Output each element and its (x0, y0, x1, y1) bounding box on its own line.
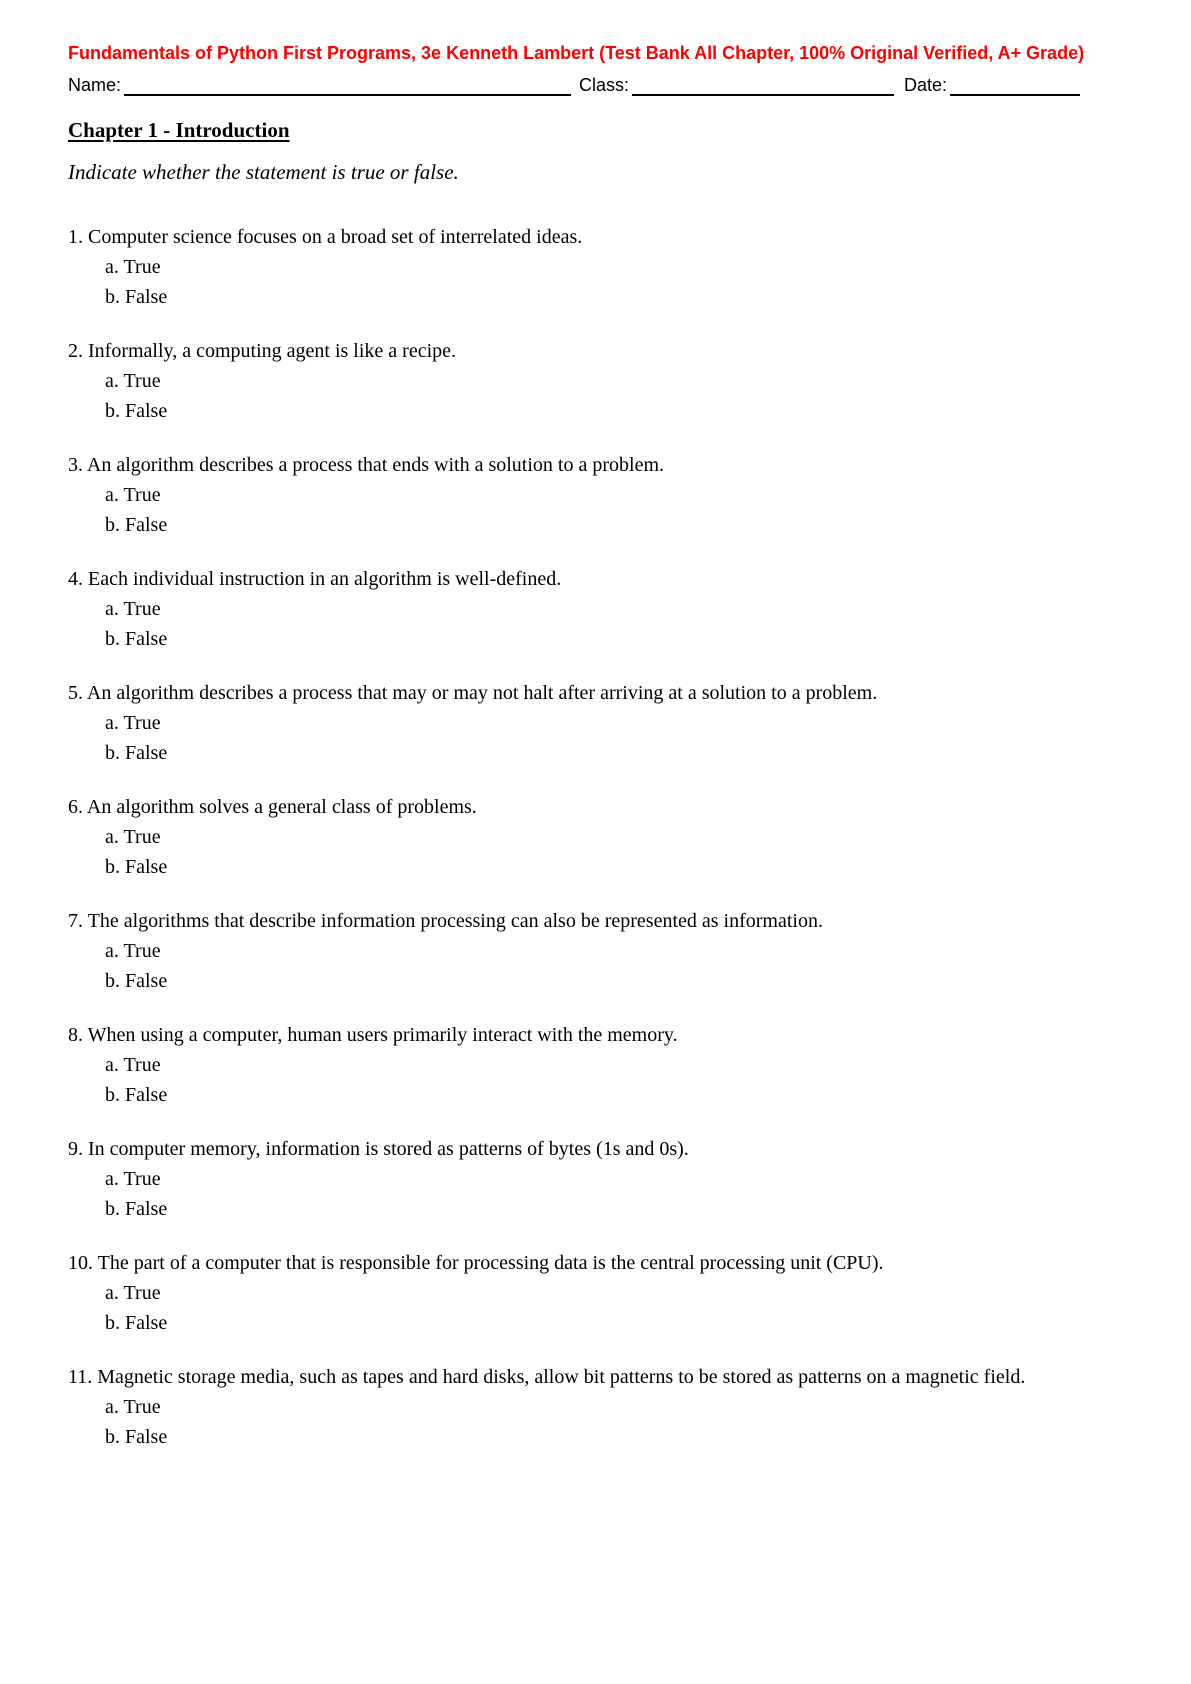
option-false: b. False (105, 286, 168, 308)
question-text: 9. In computer memory, information is stored as patterns of bytes (1s and 0s). (68, 1138, 689, 1160)
question-item (68, 1020, 1131, 1110)
option-true: a. True (105, 940, 161, 962)
question-text: 1. Computer science focuses on a broad set of interrelated ideas. (68, 226, 583, 248)
question-text: 4. Each individual instruction in an algorithm is well-defined. (68, 568, 562, 590)
option-true: a. True (105, 1396, 161, 1418)
question-item (68, 906, 1131, 996)
option-false: b. False (105, 1198, 168, 1220)
question-item (68, 222, 1131, 312)
question-text: 6. An algorithm solves a general class of problems. (68, 796, 477, 818)
option-true: a. True (105, 826, 161, 848)
question-item (68, 1248, 1131, 1338)
question-item (68, 792, 1131, 882)
name-class-date-row (68, 70, 1131, 96)
question-item (68, 1134, 1131, 1224)
option-false: b. False (105, 1084, 168, 1106)
question-item (68, 1362, 1131, 1452)
option-true: a. True (105, 1054, 161, 1076)
question-text: 10. The part of a computer that is responsible for processing data is the central processing unit (CPU). (68, 1252, 884, 1274)
question-item (68, 564, 1131, 654)
option-false: b. False (105, 400, 168, 422)
document-title: Fundamentals of Python First Programs, 3e Kenneth Lambert (Test Bank All Chapter, 100% Original Verified, A+ Grade) (68, 43, 1085, 63)
name-label: Name: (68, 75, 122, 95)
class-blank-line (632, 70, 894, 96)
question-list (68, 222, 1131, 1452)
option-true: a. True (105, 1168, 161, 1190)
question-text: 11. Magnetic storage media, such as tapes and hard disks, allow bit patterns to be stored as patterns on a magnetic field. (68, 1366, 1026, 1388)
chapter-heading: Chapter 1 - Introduction (68, 118, 290, 142)
option-false: b. False (105, 742, 168, 764)
date-label: Date: (904, 75, 948, 95)
question-item (68, 450, 1131, 540)
option-false: b. False (105, 628, 168, 650)
instruction-text: Indicate whether the statement is true or false. (68, 160, 459, 184)
question-text: 8. When using a computer, human users primarily interact with the memory. (68, 1024, 678, 1046)
option-true: a. True (105, 1282, 161, 1304)
question-item (68, 336, 1131, 426)
question-text: 3. An algorithm describes a process that ends with a solution to a problem. (68, 454, 664, 476)
option-true: a. True (105, 598, 161, 620)
option-true: a. True (105, 484, 161, 506)
option-true: a. True (105, 256, 161, 278)
question-text: 5. An algorithm describes a process that may or may not halt after arriving at a solution to a problem. (68, 682, 878, 704)
option-true: a. True (105, 370, 161, 392)
question-item (68, 678, 1131, 768)
option-false: b. False (105, 514, 168, 536)
date-blank-line (950, 70, 1080, 96)
option-false: b. False (105, 856, 168, 878)
option-false: b. False (105, 970, 168, 992)
question-text: 2. Informally, a computing agent is like a recipe. (68, 340, 457, 362)
class-label: Class: (579, 75, 630, 95)
option-false: b. False (105, 1426, 168, 1448)
question-text: 7. The algorithms that describe information processing can also be represented as information. (68, 910, 823, 932)
option-true: a. True (105, 712, 161, 734)
name-blank-line (124, 70, 571, 96)
option-false: b. False (105, 1312, 168, 1334)
